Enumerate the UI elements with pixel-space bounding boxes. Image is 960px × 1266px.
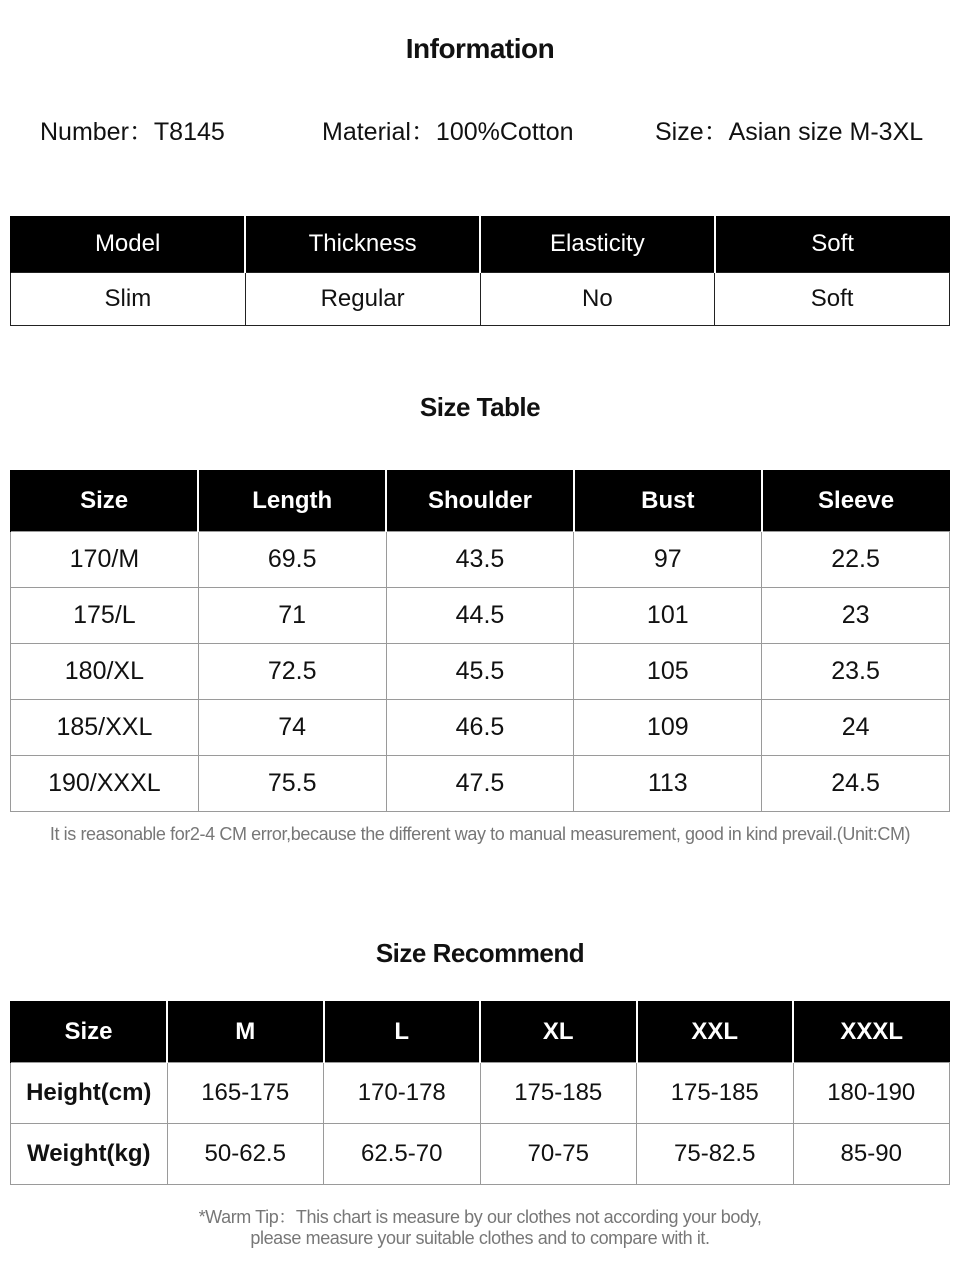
attr-value-soft: Soft bbox=[715, 273, 950, 326]
recommend-header-xl: XL bbox=[480, 1001, 637, 1063]
size-recommend-table bbox=[10, 1001, 950, 1185]
attr-header-elasticity: Elasticity bbox=[480, 216, 715, 273]
size-table bbox=[10, 470, 950, 812]
information-title: Information bbox=[405, 33, 555, 64]
table-cell: 71 bbox=[198, 588, 386, 644]
table-cell: 70-75 bbox=[480, 1124, 637, 1185]
table-row bbox=[11, 700, 950, 756]
product-number: Number：T8145 bbox=[40, 118, 225, 146]
table-cell: 185/XXL bbox=[11, 700, 199, 756]
table-cell: 180-190 bbox=[793, 1063, 950, 1124]
table-cell: 24 bbox=[762, 700, 950, 756]
table-cell: 113 bbox=[574, 756, 762, 812]
table-cell: 190/XXXL bbox=[11, 756, 199, 812]
attributes-table bbox=[10, 216, 950, 326]
size-recommend-title: Size Recommend bbox=[375, 938, 585, 968]
attr-value-thickness: Regular bbox=[245, 273, 480, 326]
table-cell: 105 bbox=[574, 644, 762, 700]
table-cell: 75.5 bbox=[198, 756, 386, 812]
table-cell: 175-185 bbox=[480, 1063, 637, 1124]
recommend-header-size: Size bbox=[11, 1001, 168, 1063]
table-cell: 180/XL bbox=[11, 644, 199, 700]
attr-header-soft: Soft bbox=[715, 216, 950, 273]
table-cell: 101 bbox=[574, 588, 762, 644]
table-row bbox=[11, 532, 950, 588]
table-row bbox=[11, 644, 950, 700]
height-row-label: Height(cm) bbox=[11, 1063, 168, 1124]
attr-header-model: Model bbox=[11, 216, 246, 273]
table-cell: 62.5-70 bbox=[324, 1124, 481, 1185]
attr-header-thickness: Thickness bbox=[245, 216, 480, 273]
table-row bbox=[11, 588, 950, 644]
table-cell: 69.5 bbox=[198, 532, 386, 588]
recommend-header-l: L bbox=[324, 1001, 481, 1063]
table-cell: 165-175 bbox=[167, 1063, 324, 1124]
recommend-header-xxxl: XXXL bbox=[793, 1001, 950, 1063]
table-cell: 170/M bbox=[11, 532, 199, 588]
size-table-title: Size Table bbox=[419, 392, 541, 422]
table-cell: 109 bbox=[574, 700, 762, 756]
table-cell: 74 bbox=[198, 700, 386, 756]
product-info-row bbox=[0, 112, 960, 152]
attributes-value-row bbox=[11, 273, 950, 326]
table-cell: 43.5 bbox=[386, 532, 574, 588]
size-header-size: Size bbox=[11, 470, 199, 532]
table-cell: 23.5 bbox=[762, 644, 950, 700]
size-header-bust: Bust bbox=[574, 470, 762, 532]
product-material: Material：100%Cotton bbox=[322, 118, 574, 146]
product-size-range: Size：Asian size M-3XL bbox=[655, 118, 924, 146]
table-cell: 45.5 bbox=[386, 644, 574, 700]
warm-tip-line-2: please measure your suitable clothes and to compare with it. bbox=[250, 1228, 710, 1248]
table-cell: 46.5 bbox=[386, 700, 574, 756]
table-cell: 22.5 bbox=[762, 532, 950, 588]
attr-value-elasticity: No bbox=[480, 273, 715, 326]
measurement-error-note: It is reasonable for2-4 CM error,because the different way to manual measurement, good in kind prevail.(Unit:CM) bbox=[49, 824, 911, 844]
size-table-header-row bbox=[11, 470, 950, 532]
attr-value-model: Slim bbox=[11, 273, 246, 326]
table-cell: 24.5 bbox=[762, 756, 950, 812]
table-cell: 72.5 bbox=[198, 644, 386, 700]
recommend-header-xxl: XXL bbox=[637, 1001, 794, 1063]
table-cell: 175/L bbox=[11, 588, 199, 644]
table-cell: 97 bbox=[574, 532, 762, 588]
table-cell: 23 bbox=[762, 588, 950, 644]
size-header-length: Length bbox=[198, 470, 386, 532]
table-cell: 85-90 bbox=[793, 1124, 950, 1185]
table-cell: 44.5 bbox=[386, 588, 574, 644]
table-cell: 50-62.5 bbox=[167, 1124, 324, 1185]
table-row bbox=[11, 1063, 950, 1124]
warm-tip-line-1: *Warm Tip：This chart is measure by our clothes not according your body, bbox=[198, 1207, 762, 1227]
recommend-header-m: M bbox=[167, 1001, 324, 1063]
attributes-header-row bbox=[11, 216, 950, 273]
table-cell: 75-82.5 bbox=[637, 1124, 794, 1185]
table-cell: 170-178 bbox=[324, 1063, 481, 1124]
size-header-sleeve: Sleeve bbox=[762, 470, 950, 532]
weight-row-label: Weight(kg) bbox=[11, 1124, 168, 1185]
size-header-shoulder: Shoulder bbox=[386, 470, 574, 532]
table-row bbox=[11, 1124, 950, 1185]
recommend-header-row bbox=[11, 1001, 950, 1063]
table-row bbox=[11, 756, 950, 812]
table-cell: 175-185 bbox=[637, 1063, 794, 1124]
table-cell: 47.5 bbox=[386, 756, 574, 812]
